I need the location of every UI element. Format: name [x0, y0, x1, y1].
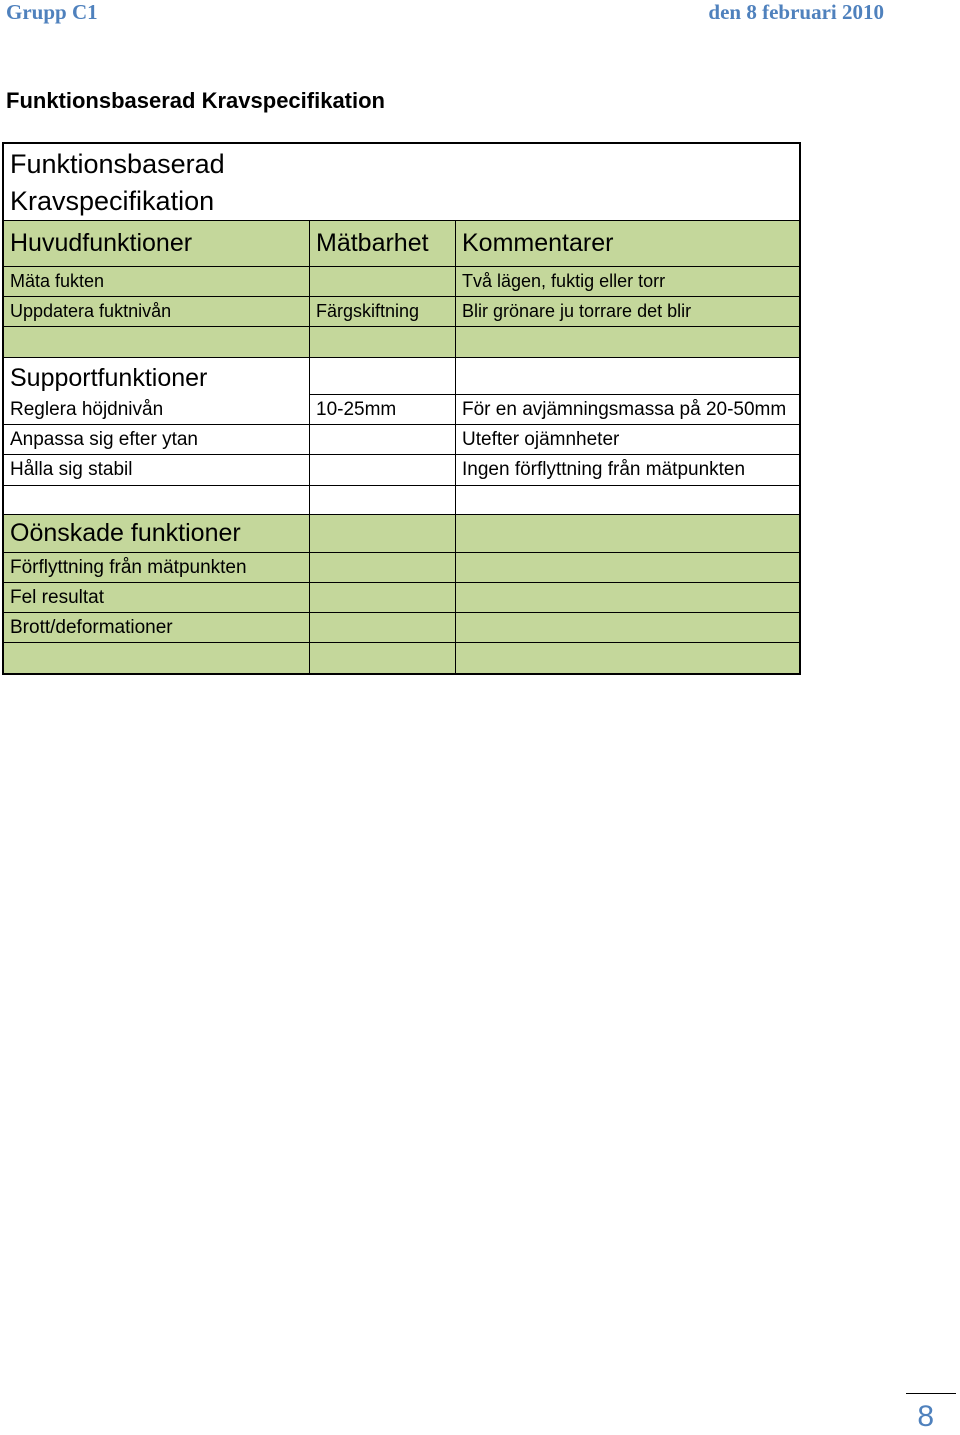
support-heading-row: [4, 357, 799, 395]
table-cell: Ingen förflyttning från mätpunkten: [455, 455, 799, 485]
table-cell: Färgskiftning: [309, 297, 455, 326]
table-title-row: [4, 144, 799, 220]
table-row: [4, 612, 799, 642]
table-title-line1: Funktionsbaserad: [10, 149, 225, 179]
table-row: [4, 552, 799, 582]
table-cell: [309, 643, 455, 673]
table-row-empty: [4, 326, 799, 357]
table-row: [4, 454, 799, 485]
unwanted-heading: Oönskade funktioner: [10, 519, 241, 547]
table-cell: För en avjämningsmassa på 20-50mm: [455, 395, 799, 424]
table-cell: Förflyttning från mätpunkten: [10, 556, 247, 578]
table-title: [10, 146, 225, 220]
table-cell: [455, 486, 799, 514]
table-cell: [455, 643, 799, 673]
page-number: 8: [917, 1400, 934, 1433]
document-title: Funktionsbaserad Kravspecifikation: [6, 88, 385, 113]
table-title-line2: Kravspecifikation: [10, 186, 215, 216]
table-row-empty: [4, 642, 799, 673]
table-cell: [4, 643, 309, 673]
column-header-functions: Huvudfunktioner: [10, 229, 193, 257]
unwanted-heading-row: [4, 514, 799, 552]
table-cell: [455, 583, 799, 612]
table-cell: [309, 583, 455, 612]
column-header-measurability: Mätbarhet: [309, 221, 455, 266]
table-cell: [309, 486, 455, 514]
table-cell: [309, 327, 455, 357]
table-row: [4, 266, 799, 296]
table-cell: Utefter ojämnheter: [455, 425, 799, 454]
requirements-table: [2, 142, 801, 675]
table-cell: Uppdatera fuktnivån: [10, 301, 172, 321]
table-cell: [309, 553, 455, 582]
table-cell: [455, 358, 799, 395]
table-cell: Blir grönare ju torrare det blir: [455, 297, 799, 326]
table-cell: [455, 553, 799, 582]
table-cell: [455, 613, 799, 642]
header-date: den 8 februari 2010: [708, 0, 884, 24]
table-cell: [309, 425, 455, 454]
table-cell: Fel resultat: [10, 586, 104, 608]
table-cell: Anpassa sig efter ytan: [10, 428, 198, 450]
table-cell: [309, 358, 455, 395]
footer-rule: [906, 1393, 956, 1394]
table-row: [4, 424, 799, 454]
table-cell: [4, 486, 309, 514]
table-cell: Brott/deformationer: [10, 616, 173, 638]
table-row-empty: [4, 485, 799, 514]
table-cell: [455, 515, 799, 552]
table-row: [4, 395, 799, 424]
table-cell: [309, 455, 455, 485]
header-group: Grupp C1: [6, 0, 98, 24]
support-heading: Supportfunktioner: [10, 364, 208, 392]
column-header-comments: Kommentarer: [455, 221, 799, 266]
table-cell: Hålla sig stabil: [10, 459, 133, 480]
table-cell: [4, 327, 309, 357]
table-cell: [455, 327, 799, 357]
table-cell: Reglera höjdnivån: [10, 398, 164, 420]
table-row: [4, 296, 799, 326]
table-cell: [309, 267, 455, 296]
table-cell: 10-25mm: [309, 395, 455, 424]
table-cell: Två lägen, fuktig eller torr: [455, 267, 799, 296]
table-cell: [309, 613, 455, 642]
table-row: [4, 582, 799, 612]
table-cell: [309, 515, 455, 552]
table-header-row: [4, 220, 799, 266]
table-cell: Mäta fukten: [10, 271, 105, 291]
